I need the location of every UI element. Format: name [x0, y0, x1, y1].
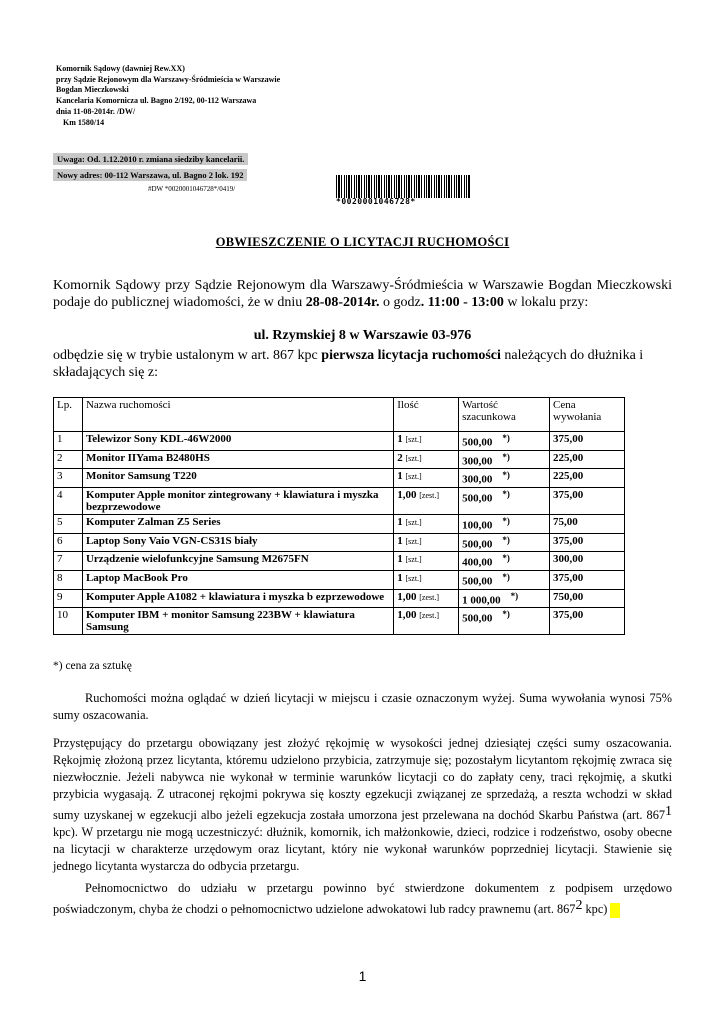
table-row	[54, 432, 625, 451]
cell-lp: 3	[54, 469, 83, 488]
cell-lp: 5	[54, 514, 83, 533]
cell-starting-price: 750,00	[550, 589, 625, 608]
header-line: Bogdan Mieczkowski	[56, 85, 129, 95]
cell-quantity: 1 [szt.]	[394, 469, 459, 488]
cell-lp: 6	[54, 533, 83, 552]
document-reference: #DW *0020001046728*/0419/	[148, 185, 236, 193]
table-row	[54, 570, 625, 589]
auction-type: pierwsza licytacja ruchomości	[321, 348, 501, 363]
cell-item-name: Monitor IIYama B2480HS	[82, 450, 393, 469]
header-line: dnia 11-08-2014r. /DW/	[56, 106, 136, 116]
cell-item-name: Komputer IBM + monitor Samsung 223BW + klawiatura Samsung	[82, 608, 393, 635]
power-of-attorney-paragraph: Pełnomocnictwo do udziału w przetargu powinno być stwierdzone dokumentem z podpisem urzędowo poświadczonym, chyba że chodzi o pełnomocnictwo udzielone adwokatowi lub radcy prawnemu (art. 8672 kpc)	[53, 881, 672, 916]
cell-estimated-value: 1 000,00 *)	[459, 589, 550, 608]
column-header-lp: Lp.	[54, 398, 83, 432]
cell-starting-price: 300,00	[550, 552, 625, 571]
cell-lp: 2	[54, 450, 83, 469]
table-row	[54, 589, 625, 608]
bailiff-header	[56, 64, 280, 128]
cell-estimated-value: 500,00 *)	[459, 533, 550, 552]
cell-estimated-value: 500,00 *)	[459, 608, 550, 635]
table-row	[54, 608, 625, 635]
cell-estimated-value: 400,00 *)	[459, 552, 550, 571]
cell-estimated-value: 500,00 *)	[459, 432, 550, 451]
cell-item-name: Komputer Apple A1082 + klawiatura i myszka b ezprzewodowe	[82, 589, 393, 608]
cell-quantity: 1 [szt.]	[394, 432, 459, 451]
cell-estimated-value: 500,00 *)	[459, 570, 550, 589]
intro-paragraph-continued	[53, 347, 678, 381]
cell-lp: 8	[54, 570, 83, 589]
cell-estimated-value: 300,00 *)	[459, 469, 550, 488]
table-row	[54, 487, 625, 514]
cell-starting-price: 375,00	[550, 533, 625, 552]
cell-quantity: 1,00 [zest.]	[394, 589, 459, 608]
cell-item-name: Komputer Zalman Z5 Series	[82, 514, 393, 533]
column-header-value: Wartość szacunkowa	[459, 398, 550, 432]
auction-address: ul. Rzymskiej 8 w Warszawie 03-976	[253, 328, 472, 343]
page-number: 1	[358, 968, 367, 984]
header-line: przy Sądzie Rejonowym dla Warszawy-Śródmieścia w Warszawie	[56, 74, 281, 84]
intro-paragraph	[53, 277, 672, 311]
cell-lp: 10	[54, 608, 83, 635]
cell-starting-price: 75,00	[550, 514, 625, 533]
cell-quantity: 1 [szt.]	[394, 514, 459, 533]
cell-lp: 1	[54, 432, 83, 451]
table-header-row	[54, 398, 625, 432]
deposit-paragraph: Przystępujący do przetargu obowiązany jest złożyć rękojmię w wysokości jednej dziesiątej części sumy oszacowania. Rękojmię złożoną przez licytanta, któremu udzielono przybicia, zatrzymuje się; pozostałym licytantom rękojmię zwraca się niezwłocznie. Jeżeli nabywca nie wykonał w terminie warunków licytacji co do zapłaty ceny, traci rękojmię, a skutki przybicia wygasają. Z utraconej rękojmi pokrywa się koszty egzekucji związanej ze sprzedażą, a reszta wchodzi w skład sumy uzyskanej w egzekucji albo jeżeli egzekucja została umorzona jest przelewana na dochód Skarbu Państwa (art. 8671 kpc). W przetargu nie mogą uczestniczyć: dłużnik, komornik, ich małżonkowie, dzieci, rodzice i rodzeństwo, osoby obecne na licytacji w charakterze urzędowym oraz licytant, który nie wykonał warunków poprzedniej licytacji. Stawienie się jednego licytanta wystarcza do odbycia przetargu.	[53, 736, 672, 873]
cell-lp: 7	[54, 552, 83, 571]
notice-new-address: Nowy adres: 00-112 Warszawa, ul. Bagno 2 lok. 192	[53, 169, 247, 181]
intro-text: należących do dłużnika i składających się z:	[53, 348, 644, 380]
intro-text: o godz	[379, 295, 421, 310]
cell-starting-price: 375,00	[550, 487, 625, 514]
cell-starting-price: 375,00	[550, 432, 625, 451]
table-row	[54, 450, 625, 469]
cell-item-name: Komputer Apple monitor zintegrowany + klawiatura i myszka bezprzewodowe	[82, 487, 393, 514]
article-superscript: 2	[575, 898, 583, 913]
intro-text: w lokalu przy:	[503, 295, 589, 310]
table-row	[54, 514, 625, 533]
cell-quantity: 1 [szt.]	[394, 552, 459, 571]
auction-date: 28-08-2014r.	[305, 295, 380, 310]
cell-item-name: Urządzenie wielofunkcyjne Samsung M2675FN	[82, 552, 393, 571]
column-header-qty: Ilość	[394, 398, 459, 432]
auction-time: . 11:00 - 13:00	[420, 295, 504, 310]
intro-text: Komornik Sądowy przy Sądzie Rejonowym dla Warszawy-Śródmieścia w Warszawie Bogdan Mieczkowski podaje do publicznej wiadomości, że w dniu	[53, 278, 672, 310]
cell-item-name: Telewizor Sony KDL-46W2000	[82, 432, 393, 451]
table-row	[54, 533, 625, 552]
cell-lp: 9	[54, 589, 83, 608]
cell-item-name: Laptop MacBook Pro	[82, 570, 393, 589]
cell-lp: 4	[54, 487, 83, 514]
items-table	[53, 397, 625, 635]
cell-estimated-value: 300,00 *)	[459, 450, 550, 469]
cell-estimated-value: 100,00 *)	[459, 514, 550, 533]
intro-text: odbędzie się w trybie ustalonym w art. 867 kpc	[53, 348, 322, 363]
barcode	[336, 175, 470, 206]
document-title: OBWIESZCZENIE O LICYTACJI RUCHOMOŚCI	[215, 235, 510, 249]
cell-starting-price: 375,00	[550, 608, 625, 635]
cell-estimated-value: 500,00 *)	[459, 487, 550, 514]
viewing-paragraph: Ruchomości można oglądać w dzień licytacji w miejscu i czasie oznaczonym wyżej. Suma wywołania wynosi 75% sumy oszacowania.	[53, 691, 672, 722]
cell-quantity: 1 [szt.]	[394, 533, 459, 552]
case-number: Km 1580/14	[63, 117, 105, 127]
cell-starting-price: 225,00	[550, 450, 625, 469]
header-line: Komornik Sądowy (dawniej Rew.XX)	[56, 64, 185, 73]
text-highlight-marker	[610, 903, 620, 918]
cell-quantity: 1,00 [zest.]	[394, 487, 459, 514]
table-row	[54, 469, 625, 488]
cell-item-name: Monitor Samsung T220	[82, 469, 393, 488]
barcode-text: *0020001046728*	[336, 197, 416, 206]
cell-quantity: 2 [szt.]	[394, 450, 459, 469]
header-line: Kancelaria Komornicza ul. Bagno 2/192, 00-112 Warszawa	[56, 96, 257, 106]
price-footnote: *) cena za sztukę	[53, 660, 132, 672]
article-superscript: 1	[665, 804, 672, 819]
cell-starting-price: 225,00	[550, 469, 625, 488]
cell-starting-price: 375,00	[550, 570, 625, 589]
column-header-price: Cena wywołania	[550, 398, 625, 432]
table-row	[54, 552, 625, 571]
cell-quantity: 1,00 [zest.]	[394, 608, 459, 635]
notice-address-change: Uwaga: Od. 1.12.2010 r. zmiana siedziby kancelarii.	[53, 153, 248, 165]
barcode-bars	[336, 175, 470, 198]
cell-quantity: 1 [szt.]	[394, 570, 459, 589]
cell-item-name: Laptop Sony Vaio VGN-CS31S biały	[82, 533, 393, 552]
column-header-name: Nazwa ruchomości	[82, 398, 393, 432]
